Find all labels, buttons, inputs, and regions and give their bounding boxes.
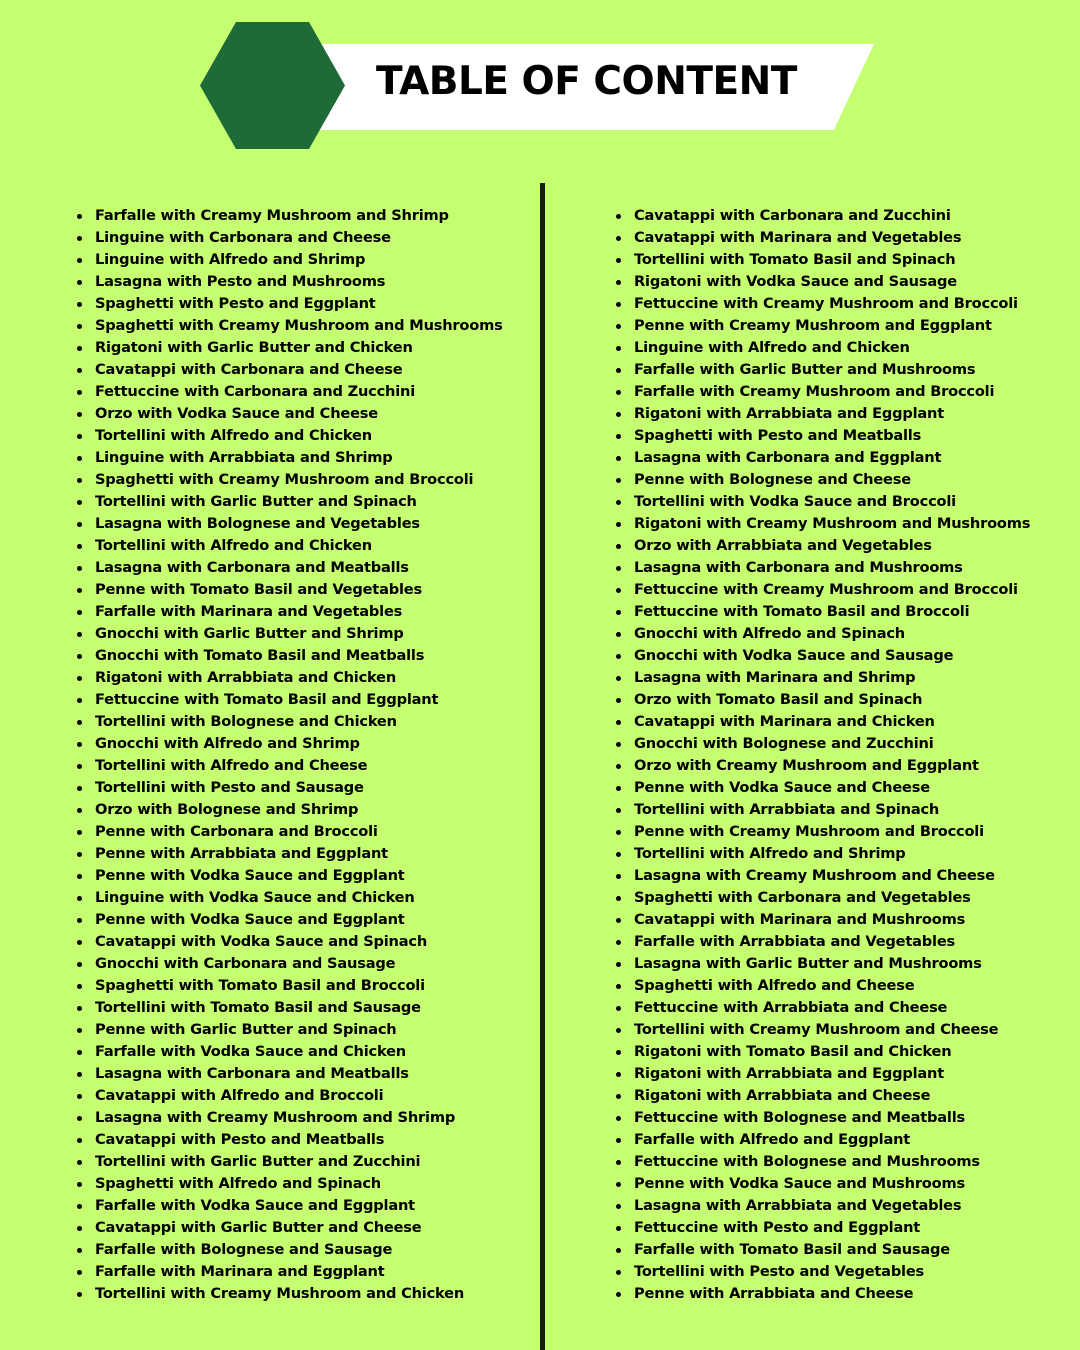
list-item: Spaghetti with Pesto and Meatballs xyxy=(615,425,1030,447)
list-item: Tortellini with Garlic Butter and Zucchini xyxy=(76,1151,503,1173)
list-item: Gnocchi with Carbonara and Sausage xyxy=(76,953,503,975)
list-item: Spaghetti with Alfredo and Spinach xyxy=(76,1173,503,1195)
list-item: Lasagna with Arrabbiata and Vegetables xyxy=(615,1195,1030,1217)
list-item: Farfalle with Marinara and Vegetables xyxy=(76,601,503,623)
list-item: Rigatoni with Vodka Sauce and Sausage xyxy=(615,271,1030,293)
list-item: Farfalle with Arrabbiata and Vegetables xyxy=(615,931,1030,953)
list-item: Penne with Arrabbiata and Cheese xyxy=(615,1283,1030,1305)
list-item: Farfalle with Alfredo and Eggplant xyxy=(615,1129,1030,1151)
list-item: Farfalle with Tomato Basil and Sausage xyxy=(615,1239,1030,1261)
list-item: Tortellini with Tomato Basil and Spinach xyxy=(615,249,1030,271)
list-item: Linguine with Carbonara and Cheese xyxy=(76,227,503,249)
list-item: Fettuccine with Creamy Mushroom and Broccoli xyxy=(615,579,1030,601)
list-item: Rigatoni with Creamy Mushroom and Mushrooms xyxy=(615,513,1030,535)
list-item: Lasagna with Creamy Mushroom and Cheese xyxy=(615,865,1030,887)
list-item: Penne with Creamy Mushroom and Broccoli xyxy=(615,821,1030,843)
list-item: Linguine with Alfredo and Chicken xyxy=(615,337,1030,359)
list-item: Cavatappi with Garlic Butter and Cheese xyxy=(76,1217,503,1239)
list-item: Spaghetti with Alfredo and Cheese xyxy=(615,975,1030,997)
list-item: Rigatoni with Arrabbiata and Chicken xyxy=(76,667,503,689)
list-item: Penne with Vodka Sauce and Eggplant xyxy=(76,865,503,887)
list-item: Penne with Vodka Sauce and Mushrooms xyxy=(615,1173,1030,1195)
list-item: Fettuccine with Arrabbiata and Cheese xyxy=(615,997,1030,1019)
list-item: Cavatappi with Alfredo and Broccoli xyxy=(76,1085,503,1107)
list-item: Tortellini with Garlic Butter and Spinach xyxy=(76,491,503,513)
list-item: Tortellini with Tomato Basil and Sausage xyxy=(76,997,503,1019)
list-item: Orzo with Bolognese and Shrimp xyxy=(76,799,503,821)
list-item: Penne with Bolognese and Cheese xyxy=(615,469,1030,491)
list-item: Penne with Tomato Basil and Vegetables xyxy=(76,579,503,601)
list-item: Tortellini with Alfredo and Cheese xyxy=(76,755,503,777)
list-item: Penne with Vodka Sauce and Eggplant xyxy=(76,909,503,931)
list-item: Cavatappi with Carbonara and Cheese xyxy=(76,359,503,381)
list-item: Spaghetti with Creamy Mushroom and Mushrooms xyxy=(76,315,503,337)
list-item: Fettuccine with Bolognese and Meatballs xyxy=(615,1107,1030,1129)
list-item: Rigatoni with Arrabbiata and Eggplant xyxy=(615,403,1030,425)
page-title: TABLE OF CONTENT xyxy=(376,59,797,104)
list-item: Penne with Garlic Butter and Spinach xyxy=(76,1019,503,1041)
list-item: Cavatappi with Marinara and Vegetables xyxy=(615,227,1030,249)
list-item: Orzo with Creamy Mushroom and Eggplant xyxy=(615,755,1030,777)
list-item: Tortellini with Pesto and Sausage xyxy=(76,777,503,799)
list-item: Farfalle with Creamy Mushroom and Shrimp xyxy=(76,205,503,227)
list-item: Fettuccine with Creamy Mushroom and Broccoli xyxy=(615,293,1030,315)
list-item: Spaghetti with Tomato Basil and Broccoli xyxy=(76,975,503,997)
list-item: Farfalle with Marinara and Eggplant xyxy=(76,1261,503,1283)
list-item: Tortellini with Alfredo and Chicken xyxy=(76,425,503,447)
left-column-list xyxy=(76,205,503,1305)
list-item: Fettuccine with Pesto and Eggplant xyxy=(615,1217,1030,1239)
list-item: Orzo with Arrabbiata and Vegetables xyxy=(615,535,1030,557)
list-item: Farfalle with Creamy Mushroom and Broccoli xyxy=(615,381,1030,403)
list-item: Fettuccine with Carbonara and Zucchini xyxy=(76,381,503,403)
list-item: Farfalle with Garlic Butter and Mushrooms xyxy=(615,359,1030,381)
list-item: Penne with Vodka Sauce and Cheese xyxy=(615,777,1030,799)
list-item: Fettuccine with Bolognese and Mushrooms xyxy=(615,1151,1030,1173)
list-item: Penne with Carbonara and Broccoli xyxy=(76,821,503,843)
list-item: Lasagna with Carbonara and Mushrooms xyxy=(615,557,1030,579)
list-item: Spaghetti with Carbonara and Vegetables xyxy=(615,887,1030,909)
right-column-list xyxy=(615,205,1030,1305)
list-item: Rigatoni with Tomato Basil and Chicken xyxy=(615,1041,1030,1063)
list-item: Fettuccine with Tomato Basil and Broccoli xyxy=(615,601,1030,623)
list-item: Farfalle with Vodka Sauce and Chicken xyxy=(76,1041,503,1063)
list-item: Linguine with Vodka Sauce and Chicken xyxy=(76,887,503,909)
list-item: Orzo with Vodka Sauce and Cheese xyxy=(76,403,503,425)
list-item: Lasagna with Creamy Mushroom and Shrimp xyxy=(76,1107,503,1129)
list-item: Gnocchi with Vodka Sauce and Sausage xyxy=(615,645,1030,667)
list-item: Gnocchi with Bolognese and Zucchini xyxy=(615,733,1030,755)
list-item: Linguine with Alfredo and Shrimp xyxy=(76,249,503,271)
list-item: Lasagna with Pesto and Mushrooms xyxy=(76,271,503,293)
list-item: Gnocchi with Alfredo and Spinach xyxy=(615,623,1030,645)
list-item: Rigatoni with Arrabbiata and Cheese xyxy=(615,1085,1030,1107)
list-item: Tortellini with Arrabbiata and Spinach xyxy=(615,799,1030,821)
list-item: Cavatappi with Carbonara and Zucchini xyxy=(615,205,1030,227)
list-item: Cavatappi with Pesto and Meatballs xyxy=(76,1129,503,1151)
list-item: Penne with Arrabbiata and Eggplant xyxy=(76,843,503,865)
list-item: Lasagna with Garlic Butter and Mushrooms xyxy=(615,953,1030,975)
list-item: Tortellini with Creamy Mushroom and Cheese xyxy=(615,1019,1030,1041)
list-item: Tortellini with Creamy Mushroom and Chicken xyxy=(76,1283,503,1305)
list-item: Cavatappi with Marinara and Mushrooms xyxy=(615,909,1030,931)
list-item: Spaghetti with Pesto and Eggplant xyxy=(76,293,503,315)
list-item: Penne with Creamy Mushroom and Eggplant xyxy=(615,315,1030,337)
list-item: Fettuccine with Tomato Basil and Eggplant xyxy=(76,689,503,711)
list-item: Orzo with Tomato Basil and Spinach xyxy=(615,689,1030,711)
list-item: Lasagna with Bolognese and Vegetables xyxy=(76,513,503,535)
list-item: Lasagna with Carbonara and Meatballs xyxy=(76,1063,503,1085)
list-item: Cavatappi with Vodka Sauce and Spinach xyxy=(76,931,503,953)
list-item: Lasagna with Carbonara and Meatballs xyxy=(76,557,503,579)
list-item: Linguine with Arrabbiata and Shrimp xyxy=(76,447,503,469)
list-item: Tortellini with Alfredo and Chicken xyxy=(76,535,503,557)
list-item: Gnocchi with Tomato Basil and Meatballs xyxy=(76,645,503,667)
list-item: Gnocchi with Garlic Butter and Shrimp xyxy=(76,623,503,645)
list-item: Lasagna with Marinara and Shrimp xyxy=(615,667,1030,689)
list-item: Rigatoni with Garlic Butter and Chicken xyxy=(76,337,503,359)
list-item: Cavatappi with Marinara and Chicken xyxy=(615,711,1030,733)
list-item: Tortellini with Bolognese and Chicken xyxy=(76,711,503,733)
list-item: Tortellini with Alfredo and Shrimp xyxy=(615,843,1030,865)
hexagon-icon xyxy=(200,22,345,149)
list-item: Lasagna with Carbonara and Eggplant xyxy=(615,447,1030,469)
list-item: Farfalle with Bolognese and Sausage xyxy=(76,1239,503,1261)
column-divider xyxy=(540,183,545,1350)
list-item: Rigatoni with Arrabbiata and Eggplant xyxy=(615,1063,1030,1085)
list-item: Spaghetti with Creamy Mushroom and Broccoli xyxy=(76,469,503,491)
list-item: Gnocchi with Alfredo and Shrimp xyxy=(76,733,503,755)
list-item: Tortellini with Pesto and Vegetables xyxy=(615,1261,1030,1283)
list-item: Farfalle with Vodka Sauce and Eggplant xyxy=(76,1195,503,1217)
list-item: Tortellini with Vodka Sauce and Broccoli xyxy=(615,491,1030,513)
